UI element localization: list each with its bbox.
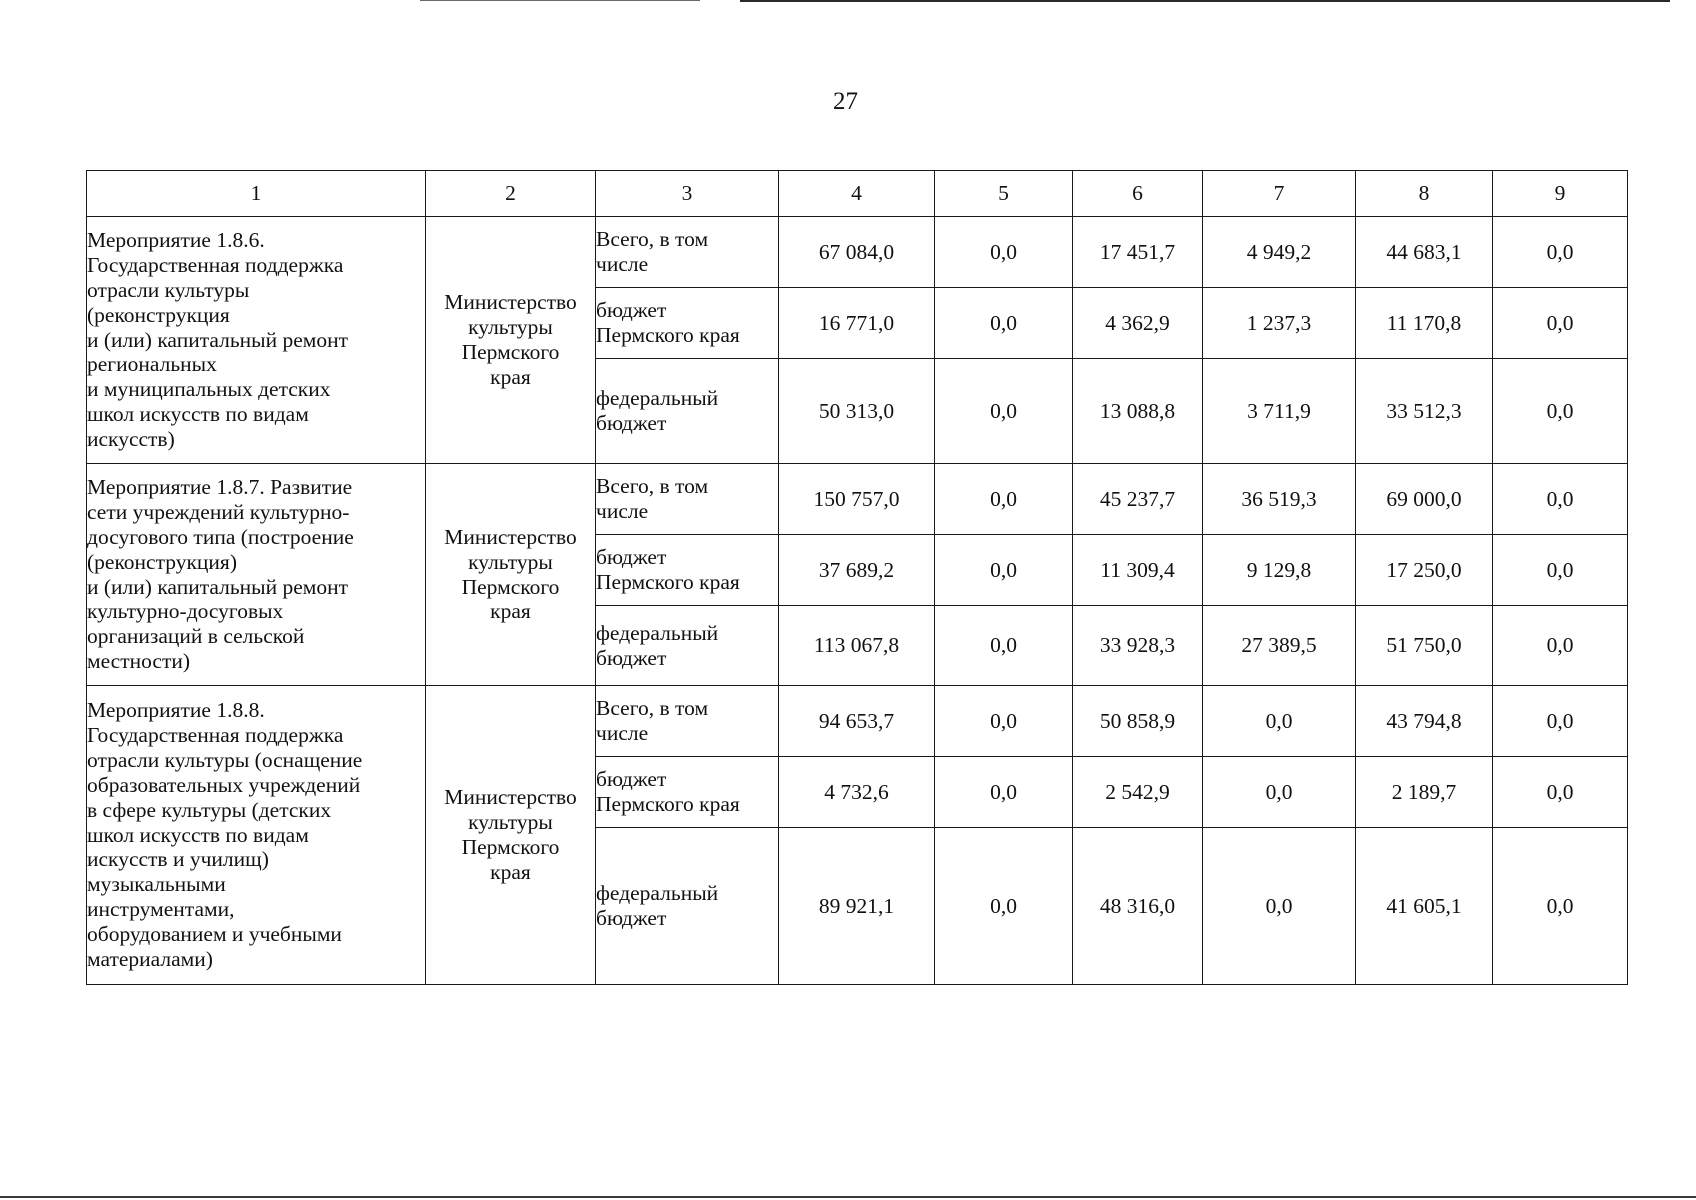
value-cell-col7: 4 949,2 bbox=[1203, 217, 1356, 288]
value-cell-col4: 50 313,0 bbox=[779, 359, 935, 464]
measure-name-cell: Мероприятие 1.8.8. Государственная поддержка отрасли культуры (оснащение образовательных учреждений в сфере культуры (детских школ искусств по видам искусств и училищ) музыкальными инструментами, оборудованием и учебными материалами) bbox=[87, 686, 426, 985]
table-row bbox=[87, 464, 1628, 535]
value-cell-col8: 44 683,1 bbox=[1356, 217, 1493, 288]
value-cell-col5: 0,0 bbox=[935, 359, 1073, 464]
value-cell-col6: 50 858,9 bbox=[1073, 686, 1203, 757]
value-cell-col8: 2 189,7 bbox=[1356, 757, 1493, 828]
measure-name-cell: Мероприятие 1.8.6. Государственная поддержка отрасли культуры (реконструкция и (или) капитальный ремонт региональных и муниципальных детских школ искусств по видам искусств) bbox=[87, 217, 426, 464]
value-cell-col7: 3 711,9 bbox=[1203, 359, 1356, 464]
executor-cell: Министерство культуры Пермского края bbox=[426, 464, 596, 686]
value-cell-col4: 113 067,8 bbox=[779, 606, 935, 686]
header-row bbox=[87, 171, 1628, 217]
value-cell-col6: 13 088,8 bbox=[1073, 359, 1203, 464]
page-number bbox=[0, 88, 1696, 116]
value-cell-col6: 17 451,7 bbox=[1073, 217, 1203, 288]
value-cell-col9: 0,0 bbox=[1493, 535, 1628, 606]
funding-source-cell: бюджет Пермского края bbox=[596, 757, 779, 828]
value-cell-col8: 41 605,1 bbox=[1356, 828, 1493, 985]
funding-source-cell: федеральный бюджет bbox=[596, 359, 779, 464]
value-cell-col7: 9 129,8 bbox=[1203, 535, 1356, 606]
value-cell-col9: 0,0 bbox=[1493, 606, 1628, 686]
header-cell-5: 5 bbox=[935, 171, 1073, 217]
header-cell-3: 3 bbox=[596, 171, 779, 217]
header-cell-9: 9 bbox=[1493, 171, 1628, 217]
executor-cell: Министерство культуры Пермского края bbox=[426, 217, 596, 464]
value-cell-col9: 0,0 bbox=[1493, 828, 1628, 985]
value-cell-col5: 0,0 bbox=[935, 606, 1073, 686]
funding-source-cell: Всего, в том числе bbox=[596, 464, 779, 535]
header-cell-7: 7 bbox=[1203, 171, 1356, 217]
value-cell-col6: 33 928,3 bbox=[1073, 606, 1203, 686]
value-cell-col5: 0,0 bbox=[935, 828, 1073, 985]
value-cell-col5: 0,0 bbox=[935, 686, 1073, 757]
value-cell-col8: 11 170,8 bbox=[1356, 288, 1493, 359]
value-cell-col7: 1 237,3 bbox=[1203, 288, 1356, 359]
value-cell-col6: 11 309,4 bbox=[1073, 535, 1203, 606]
value-cell-col5: 0,0 bbox=[935, 288, 1073, 359]
value-cell-col8: 43 794,8 bbox=[1356, 686, 1493, 757]
header-cell-4: 4 bbox=[779, 171, 935, 217]
executor-cell: Министерство культуры Пермского края bbox=[426, 686, 596, 985]
value-cell-col4: 4 732,6 bbox=[779, 757, 935, 828]
value-cell-col4: 37 689,2 bbox=[779, 535, 935, 606]
scan-edge-top-left bbox=[420, 0, 700, 1]
value-cell-col7: 36 519,3 bbox=[1203, 464, 1356, 535]
value-cell-col8: 69 000,0 bbox=[1356, 464, 1493, 535]
value-cell-col4: 150 757,0 bbox=[779, 464, 935, 535]
value-cell-col6: 4 362,9 bbox=[1073, 288, 1203, 359]
value-cell-col8: 17 250,0 bbox=[1356, 535, 1493, 606]
value-cell-col9: 0,0 bbox=[1493, 217, 1628, 288]
value-cell-col5: 0,0 bbox=[935, 464, 1073, 535]
scan-edge-bottom bbox=[0, 1196, 1696, 1198]
value-cell-col9: 0,0 bbox=[1493, 464, 1628, 535]
value-cell-col9: 0,0 bbox=[1493, 288, 1628, 359]
value-cell-col8: 33 512,3 bbox=[1356, 359, 1493, 464]
value-cell-col5: 0,0 bbox=[935, 757, 1073, 828]
value-cell-col7: 0,0 bbox=[1203, 686, 1356, 757]
value-cell-col4: 89 921,1 bbox=[779, 828, 935, 985]
scan-edge-top bbox=[740, 0, 1670, 2]
value-cell-col9: 0,0 bbox=[1493, 686, 1628, 757]
funding-source-cell: Всего, в том числе bbox=[596, 217, 779, 288]
page-number-text: 27 bbox=[833, 88, 858, 115]
value-cell-col9: 0,0 bbox=[1493, 359, 1628, 464]
funding-source-cell: федеральный бюджет bbox=[596, 828, 779, 985]
value-cell-col6: 2 542,9 bbox=[1073, 757, 1203, 828]
value-cell-col5: 0,0 bbox=[935, 217, 1073, 288]
table-row bbox=[87, 217, 1628, 288]
value-cell-col4: 67 084,0 bbox=[779, 217, 935, 288]
table-row bbox=[87, 686, 1628, 757]
value-cell-col6: 48 316,0 bbox=[1073, 828, 1203, 985]
header-cell-2: 2 bbox=[426, 171, 596, 217]
header-cell-1: 1 bbox=[87, 171, 426, 217]
value-cell-col7: 0,0 bbox=[1203, 828, 1356, 985]
header-cell-6: 6 bbox=[1073, 171, 1203, 217]
funding-source-cell: Всего, в том числе bbox=[596, 686, 779, 757]
budget-table bbox=[86, 170, 1628, 985]
value-cell-col4: 16 771,0 bbox=[779, 288, 935, 359]
value-cell-col5: 0,0 bbox=[935, 535, 1073, 606]
value-cell-col7: 27 389,5 bbox=[1203, 606, 1356, 686]
value-cell-col4: 94 653,7 bbox=[779, 686, 935, 757]
header-cell-8: 8 bbox=[1356, 171, 1493, 217]
value-cell-col6: 45 237,7 bbox=[1073, 464, 1203, 535]
value-cell-col8: 51 750,0 bbox=[1356, 606, 1493, 686]
funding-source-cell: федеральный бюджет bbox=[596, 606, 779, 686]
measure-name-cell: Мероприятие 1.8.7. Развитие сети учреждений культурно- досугового типа (построение (реконструкция) и (или) капитальный ремонт культурно-досуговых организаций в сельской местности) bbox=[87, 464, 426, 686]
funding-source-cell: бюджет Пермского края bbox=[596, 288, 779, 359]
funding-source-cell: бюджет Пермского края bbox=[596, 535, 779, 606]
value-cell-col9: 0,0 bbox=[1493, 757, 1628, 828]
value-cell-col7: 0,0 bbox=[1203, 757, 1356, 828]
